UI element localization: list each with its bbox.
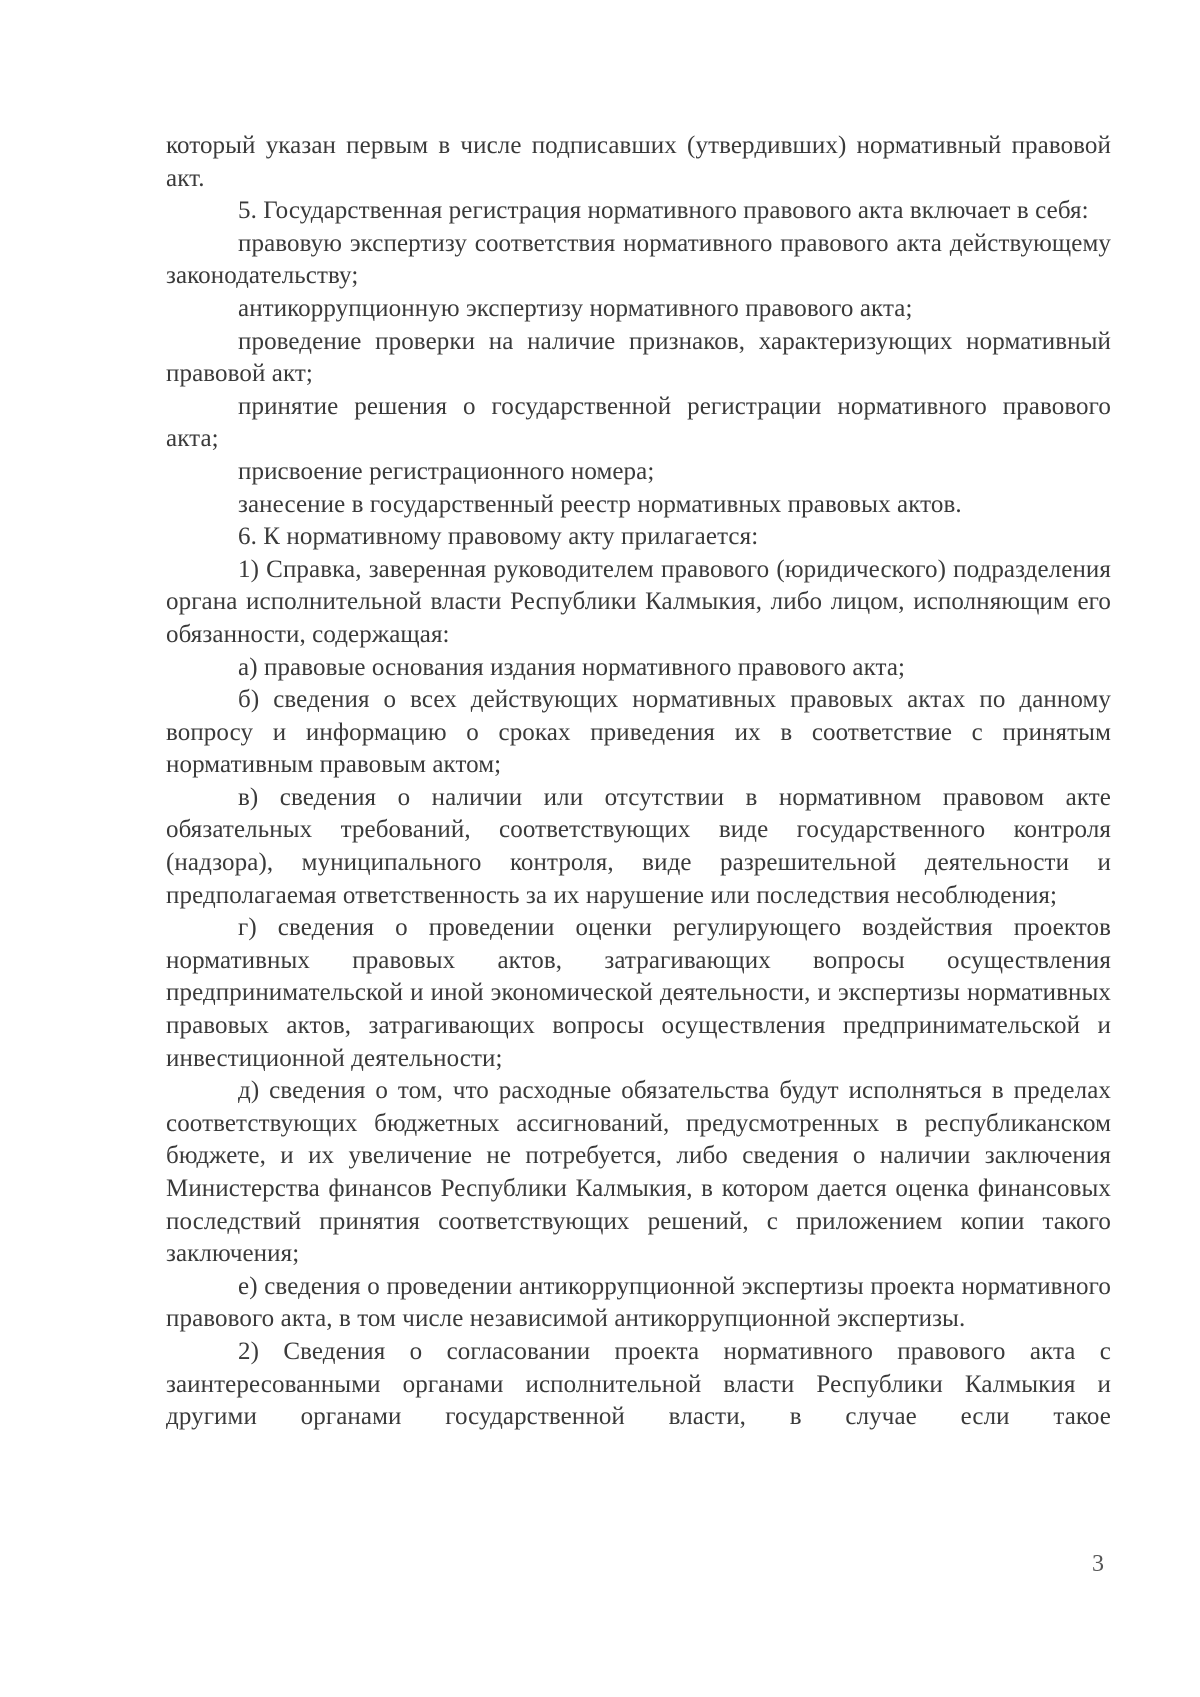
- paragraph-continuation: который указан первым в числе подписавших (утвердивших) нормативный правовой акт.: [166, 132, 1111, 192]
- paragraph-verification: проведение проверки на наличие признаков, характеризующих нормативный правовой акт;: [166, 327, 1111, 388]
- paragraph-registration-number: присвоение регистрационного номера;: [238, 457, 655, 485]
- paragraph-subitem-2: 2) Сведения о согласовании проекта нормативного правового акта с заинтересованными органами исполнительной власти Республики Калмыкия и другими органами государственной власти, в случае если такое: [166, 1337, 1111, 1431]
- paragraph-subitem-d: д) сведения о том, что расходные обязательства будут исполняться в пределах соответствующих бюджетных ассигнований, предусмотренных в республиканском бюджете, и их увеличение не потребуется, либо сведения о наличии заключения Министерства финансов Республики Калмыкия, в котором дается оценка финансовых последствий принятия соответствующих решений, с приложением копии такого заключения;: [166, 1077, 1111, 1268]
- paragraph-subitem-b: б) сведения о всех действующих нормативных правовых актах по данному вопросу и информацию о сроках приведения их в соответствие с принятым нормативным правовым актом;: [166, 686, 1111, 779]
- paragraph-registry-entry: занесение в государственный реестр нормативных правовых актов.: [238, 490, 962, 518]
- paragraph-item-6: 6. К нормативному правовому акту прилагается:: [238, 523, 759, 551]
- paragraph-subitem-1: 1) Справка, заверенная руководителем правового (юридического) подразделения органа исполнительной власти Республики Калмыкия, либо лицом, исполняющим его обязанности, содержащая:: [166, 555, 1111, 648]
- paragraph-subitem-v: в) сведения о наличии или отсутствии в нормативном правовом акте обязательных требований, соответствующих виде государственного контроля (надзора), муниципального контроля, виде разрешительной деятельности и предполагаемая ответственность за их нарушение или последствия несоблюдения;: [166, 783, 1111, 909]
- paragraph-legal-expertise: правовую экспертизу соответствия нормативного правового акта действующему законодательству;: [166, 229, 1111, 290]
- document-body: [166, 130, 1111, 1434]
- paragraph-subitem-g: г) сведения о проведении оценки регулирующего воздействия проектов нормативных правовых актов, затрагивающих вопросы осуществления предпринимательской и иной экономической деятельности, и экспертизы нормативных правовых актов, затрагивающих вопросы осуществления предпринимательской и инвестиционной деятельности;: [166, 914, 1111, 1072]
- paragraph-decision: принятие решения о государственной регистрации нормативного правового акта;: [166, 392, 1111, 453]
- paragraph-subitem-a: а) правовые основания издания нормативного правового акта;: [238, 653, 906, 681]
- paragraph-anticorruption-expertise: антикоррупционную экспертизу нормативного правового акта;: [238, 294, 913, 322]
- paragraph-item-5: 5. Государственная регистрация нормативного правового акта включает в себя:: [238, 197, 1089, 225]
- paragraph-subitem-e: е) сведения о проведении антикоррупционной экспертизы проекта нормативного правового акта, в том числе независимой антикоррупционной экспертизы.: [166, 1272, 1111, 1333]
- page-number: 3: [1092, 1551, 1104, 1577]
